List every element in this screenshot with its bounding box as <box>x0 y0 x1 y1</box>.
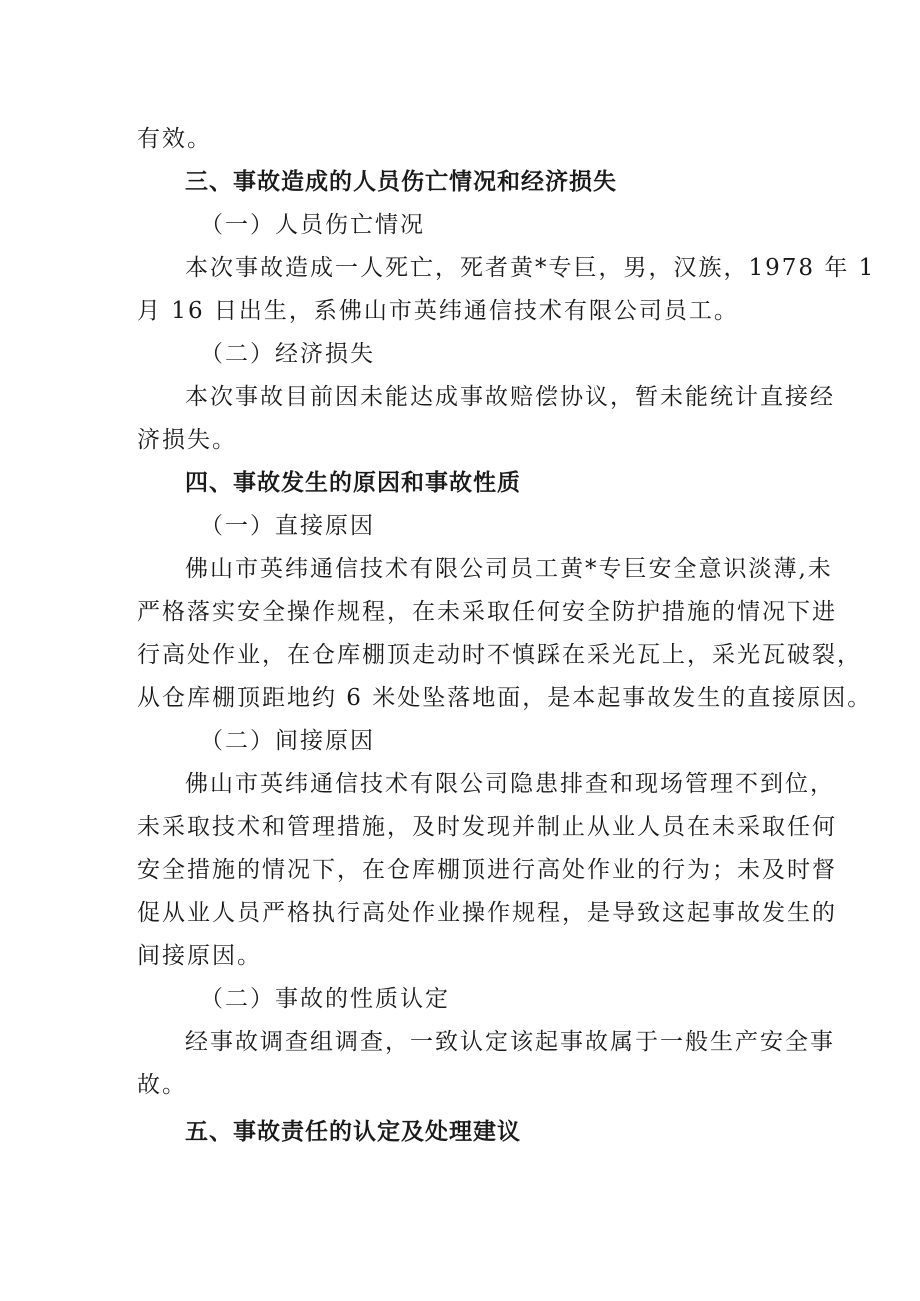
body-line: 故。 <box>137 1072 187 1098</box>
subsection-heading: （二）经济损失 <box>200 341 375 367</box>
body-line: 佛山市英纬通信技术有限公司隐患排查和现场管理不到位， <box>185 771 835 797</box>
body-line: 本次事故目前因未能达成事故赔偿协议，暂未能统计直接经 <box>185 384 835 410</box>
section-heading: 四、事故发生的原因和事故性质 <box>185 470 521 496</box>
body-line: 经事故调查组调查，一致认定该起事故属于一般生产安全事 <box>185 1029 835 1055</box>
body-line: 有效。 <box>137 126 212 152</box>
body-line: 本次事故造成一人死亡，死者黄*专巨，男，汉族，1978 年 1 <box>185 255 876 281</box>
body-line: 促从业人员严格执行高处作业操作规程，是导致这起事故发生的 <box>137 900 837 926</box>
body-line: 月 16 日出生，系佛山市英纬通信技术有限公司员工。 <box>137 298 739 324</box>
subsection-heading: （一）直接原因 <box>200 513 375 539</box>
section-heading: 三、事故造成的人员伤亡情况和经济损失 <box>185 169 617 195</box>
body-line: 行高处作业，在仓库棚顶走动时不慎踩在采光瓦上，采光瓦破裂， <box>137 642 862 668</box>
subsection-heading: （二）间接原因 <box>200 728 375 754</box>
body-line: 济损失。 <box>137 427 237 453</box>
body-line: 严格落实安全操作规程，在未采取任何安全防护措施的情况下进 <box>137 599 837 625</box>
body-line: 佛山市英纬通信技术有限公司员工黄*专巨安全意识淡薄,未 <box>185 556 833 582</box>
subsection-heading: （二）事故的性质认定 <box>200 986 450 1012</box>
body-line: 未采取技术和管理措施，及时发现并制止从业人员在未采取任何 <box>137 814 837 840</box>
body-line: 从仓库棚顶距地约 6 米处坠落地面，是本起事故发生的直接原因。 <box>137 685 873 711</box>
subsection-heading: （一）人员伤亡情况 <box>200 212 425 238</box>
body-line: 安全措施的情况下，在仓库棚顶进行高处作业的行为；未及时督 <box>137 857 837 883</box>
body-line: 间接原因。 <box>137 943 262 969</box>
section-heading: 五、事故责任的认定及处理建议 <box>185 1119 521 1145</box>
